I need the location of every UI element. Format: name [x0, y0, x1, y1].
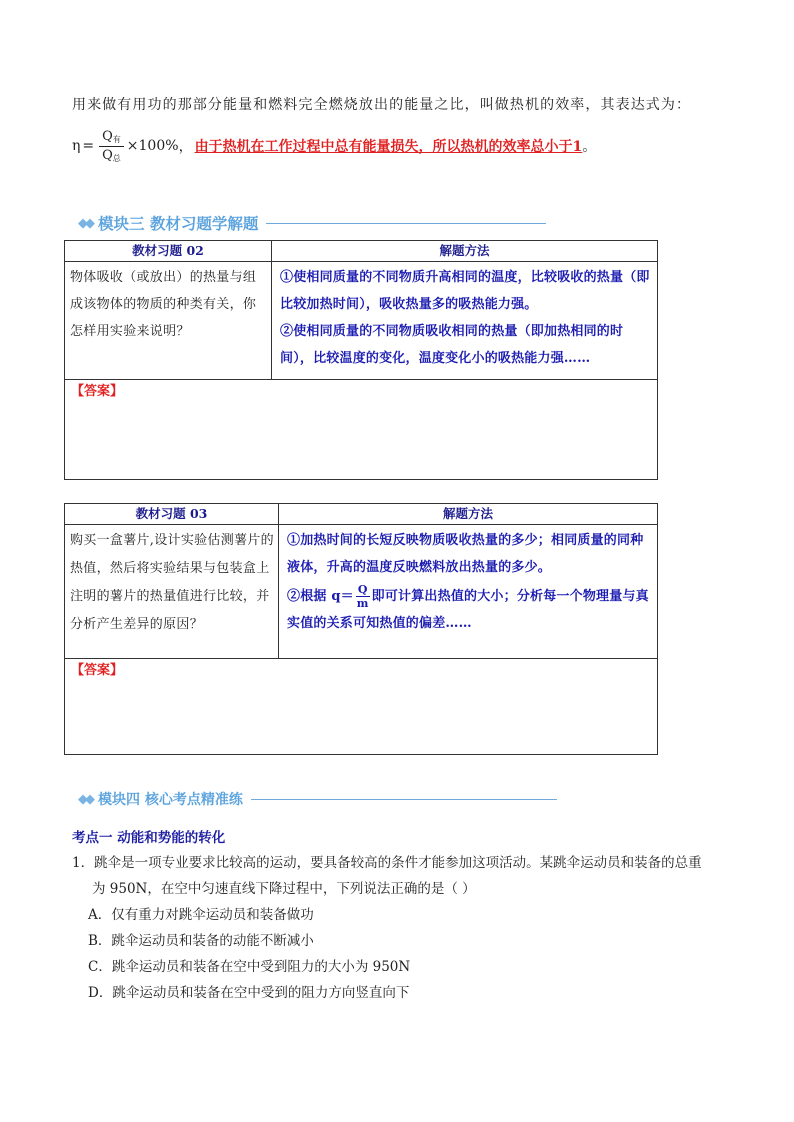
exercise-02-method-1: ①使相同质量的不同物质升高相同的温度，比较吸收的热量（即比较加热时间），吸收热量多的吸热能力强。 — [280, 270, 650, 312]
efficiency-note: 由于热机在工作过程中总有能量损失，所以热机的效率总小于1 — [194, 139, 583, 155]
exercise-03-box — [64, 503, 658, 755]
section-three-heading — [78, 212, 546, 234]
numerator-subscript: 有 — [112, 134, 121, 144]
keypoint-title: 考点一 动能和势能的转化 — [72, 830, 226, 846]
fraction-denominator: Q — [102, 147, 113, 163]
exercise-02-method-2: ②使相同质量的不同物质吸收相同的热量（即加热相同的时间），比较温度的变化，温度变化小的吸热能力强…… — [280, 324, 624, 366]
efficiency-fraction — [99, 129, 124, 164]
option-c[interactable]: C．跳伞运动员和装备在空中受到阻力的大小为 950N — [88, 959, 411, 975]
exercise-02-box — [64, 240, 658, 480]
exercise-03-question: 购买一盒薯片,设计实验估测薯片的热值，然后将实验结果与包装盒上注明的薯片的热量值进行比较，并分析产生差异的原因？ — [70, 533, 274, 632]
question-1-stem-line-2: 为 950N，在空中匀速直线下降过程中，下列说法正确的是（ ） — [92, 881, 476, 897]
method-2-suffix: 即可计算出热值的大小；分析每一个物理量与真实值的关系可知热值的偏差…… — [287, 589, 649, 631]
option-b[interactable]: B．跳伞运动员和装备的动能不断减小 — [88, 933, 314, 949]
section-three-title: 模块三 教材习题学解题 — [98, 215, 259, 233]
diamond-icon: ◆◆ — [78, 215, 92, 231]
method-2-prefix: ②根据 q＝ — [287, 589, 354, 604]
formula-comma: ， — [178, 139, 193, 155]
section-four-heading — [78, 789, 557, 809]
exercise-03-method-2 — [279, 581, 657, 637]
option-a[interactable]: A．仅有重力对跳伞运动员和装备做功 — [88, 907, 314, 923]
equals-sign: = — [82, 138, 95, 154]
diamond-icon: ◆◆ — [78, 791, 92, 807]
method-header: 解题方法 — [279, 504, 658, 525]
answer-label: 【答案】 — [71, 384, 124, 399]
exercise-03-method-1: ①加热时间的长短反映物质吸收热量的多少；相同质量的同种液体，升高的温度反映燃料放出热量的多少。 — [287, 533, 644, 575]
eta-symbol: η — [72, 138, 81, 154]
q-over-m-fraction — [356, 583, 370, 610]
section-four-title: 模块四 核心考点精准练 — [98, 792, 243, 808]
answer-label: 【答案】 — [71, 663, 124, 678]
fraction-numerator: Q — [102, 128, 113, 144]
exercise-02-question: 物体吸收（或放出）的热量与组成该物体的物质的种类有关，你怎样用实验来说明？ — [70, 270, 257, 339]
method-header: 解题方法 — [272, 241, 658, 262]
exercise-03-label: 教材习题 03 — [65, 504, 279, 525]
question-1 — [72, 850, 737, 1006]
formula-period: 。 — [582, 139, 597, 155]
intro-paragraph: 用来做有用功的那部分能量和燃料完全燃烧放出的能量之比，叫做热机的效率，其表达式为： — [72, 97, 692, 113]
section-divider — [266, 223, 546, 224]
times-100-percent: ×100% — [126, 138, 179, 154]
denominator-subscript: 总 — [112, 153, 121, 163]
fraction-denominator: m — [356, 597, 369, 610]
question-1-stem-line-1: 1．跳伞是一项专业要求比较高的运动，要具备较高的条件才能参加这项活动。某跳伞运动员和装备的总重 — [72, 855, 702, 871]
option-d[interactable]: D．跳伞运动员和装备在空中受到的阻力方向竖直向下 — [88, 985, 410, 1001]
section-divider — [251, 799, 557, 800]
fraction-numerator: Q — [357, 583, 368, 596]
exercise-02-label: 教材习题 02 — [65, 241, 272, 262]
efficiency-formula — [72, 122, 596, 170]
